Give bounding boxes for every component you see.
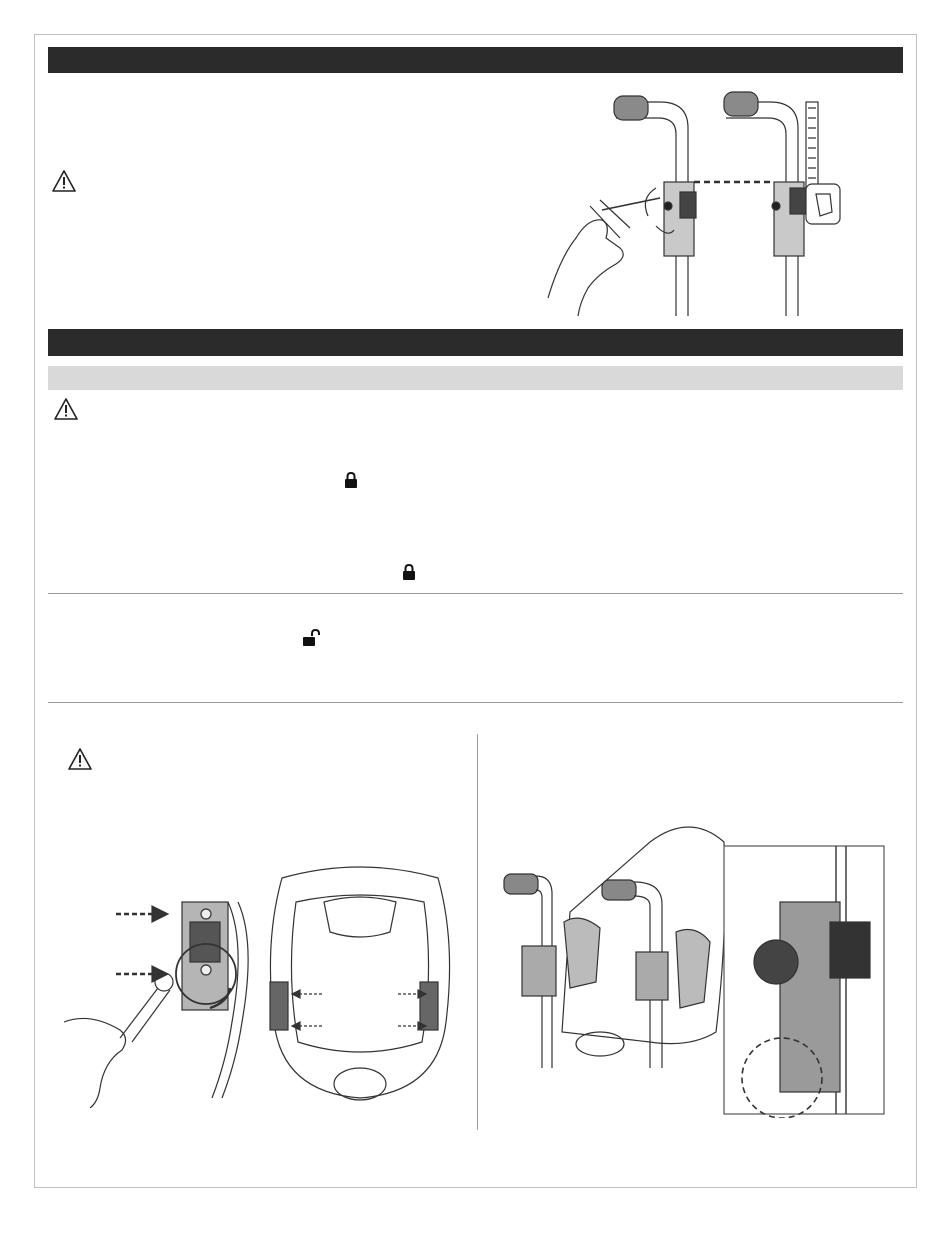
divider-rule [48, 702, 903, 703]
warning-icon [52, 170, 76, 192]
padlock-locked-icon [402, 564, 416, 580]
warning-icon [54, 398, 78, 420]
column-divider [477, 734, 478, 1130]
padlock-unlocked-icon [302, 629, 320, 647]
sub-section-bar [48, 366, 903, 390]
figure-backrest-mounted-with-inset [500, 812, 890, 1118]
figure-bracket-tightening-and-backrest [60, 862, 470, 1108]
warning-icon [68, 748, 92, 770]
divider-rule [48, 593, 903, 594]
section-bar-middle [48, 329, 903, 356]
padlock-locked-icon [344, 472, 358, 488]
figure-bracket-height-adjustment [540, 88, 870, 316]
section-bar-top [48, 47, 903, 73]
